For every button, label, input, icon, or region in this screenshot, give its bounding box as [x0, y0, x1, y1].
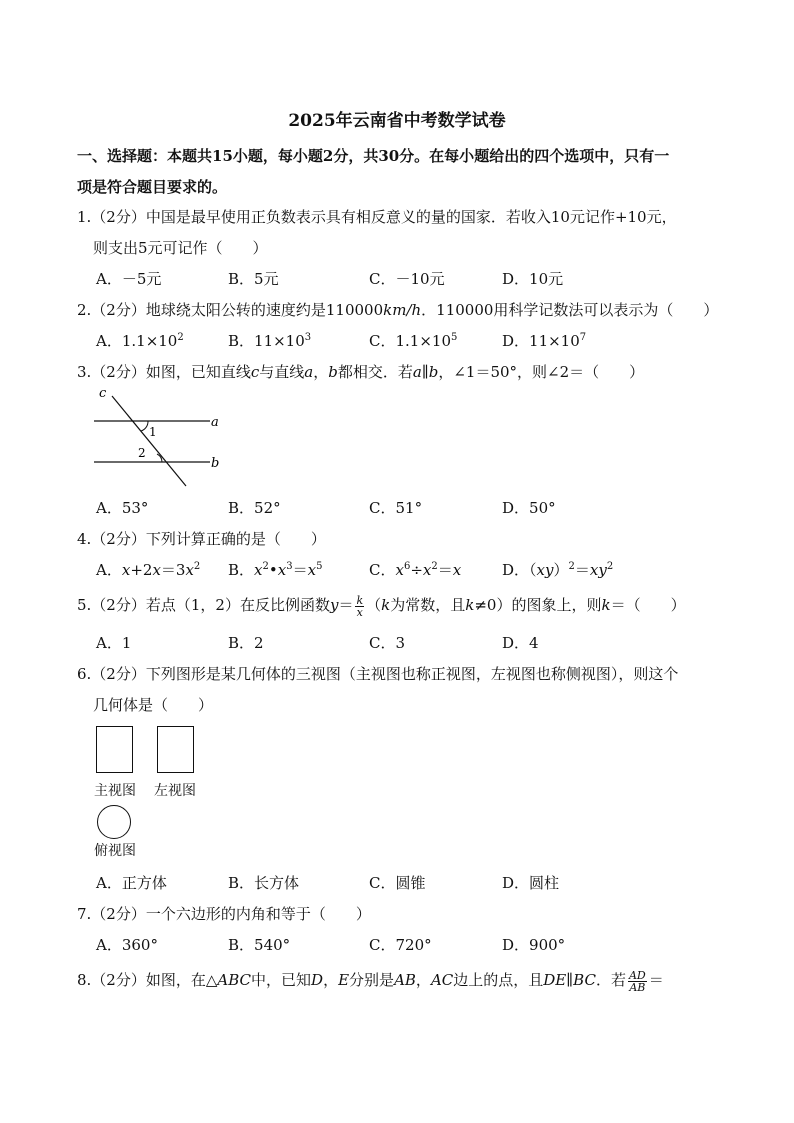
q3-figure [90, 384, 230, 490]
top-view-label: 俯视图 [94, 843, 136, 859]
front-view-rect [96, 726, 133, 773]
q3-option-c[interactable]: C．51° [369, 499, 423, 517]
label-b: b [211, 456, 220, 471]
q1-stem-cont: 则支出5元可记作（ ） [93, 239, 268, 257]
q7-option-a[interactable]: A．360° [96, 936, 158, 954]
q5-option-d[interactable]: D．4 [502, 634, 539, 652]
q1-option-b[interactable]: B．5元 [228, 270, 279, 288]
label-angle1: 1 [149, 425, 157, 439]
q5-option-a[interactable]: A．1 [96, 634, 132, 652]
q4-option-b[interactable]: B．$x^2•x^3=x^5$ [228, 561, 323, 579]
q1-option-a[interactable]: A．－5元 [96, 270, 162, 288]
label-angle2: 2 [138, 446, 146, 460]
q6-stem-cont: 几何体是（ ） [93, 696, 214, 714]
top-view-circle [97, 805, 131, 839]
q4-option-c[interactable]: C．$x^6\div x^2=x$ [369, 561, 462, 579]
left-view-rect [157, 726, 194, 773]
q4-option-d[interactable]: D．$(xy)^2=xy^2$ [502, 561, 614, 579]
q5-stem: 5.（2分）若点（1，2）在反比例函数y＝ $\frac{k}{x}$ （k为常数，且k≠0）的图象上，则k＝（ ） [77, 593, 686, 619]
q7-stem: 7.（2分）一个六边形的内角和等于（ ） [77, 905, 371, 923]
q3-stem: 3.（2分）如图，已知直线c与直线a，b都相交．若a∥b，∠1＝50°，则∠2＝（ ） [77, 363, 645, 381]
left-view-label: 左视图 [154, 783, 196, 799]
label-c: c [99, 386, 107, 401]
section-heading-line1: 一、选择题：本题共15小题，每小题2分，共30分。在每小题给出的四个选项中，只有一 [77, 147, 670, 165]
q2-option-d[interactable]: D．$11\times 10^7$ [502, 332, 587, 350]
q6-option-b[interactable]: B．长方体 [228, 874, 300, 892]
q7-option-c[interactable]: C．720° [369, 936, 432, 954]
section-heading-line2: 项是符合题目要求的。 [77, 178, 228, 196]
q4-option-a[interactable]: A．$x+2x=3x^2$ [96, 561, 201, 579]
page-title: 2025年云南省中考数学试卷 [288, 111, 506, 131]
q2-stem: 2.（2分）地球绕太阳公转的速度约是110000km/h．110000用科学记数法可以表示为（ ） [77, 301, 719, 319]
q6-stem: 6.（2分）下列图形是某几何体的三视图（主视图也称正视图，左视图也称侧视图），则这个 [77, 665, 679, 683]
q2-option-a[interactable]: A．$1.1\times 10^2$ [96, 332, 184, 350]
q6-option-a[interactable]: A．正方体 [96, 874, 167, 892]
q8-fraction: $\frac{AD}{AB}$ [628, 968, 646, 994]
q4-stem: 4.（2分）下列计算正确的是（ ） [77, 530, 326, 548]
q1-stem: 1.（2分）中国是最早使用正负数表示具有相反意义的量的国家．若收入10元记作+10元， [77, 208, 677, 226]
q5-option-b[interactable]: B．2 [228, 634, 264, 652]
q7-option-b[interactable]: B．540° [228, 936, 291, 954]
front-view-label: 主视图 [94, 783, 136, 799]
q2-option-b[interactable]: B．$11\times 10^3$ [228, 332, 312, 350]
q3-option-d[interactable]: D．50° [502, 499, 556, 517]
q1-option-c[interactable]: C．－10元 [369, 270, 445, 288]
label-a: a [211, 415, 219, 430]
q2-option-c[interactable]: C．$1.1\times 10^5$ [369, 332, 458, 350]
q7-option-d[interactable]: D．900° [502, 936, 566, 954]
q3-option-a[interactable]: A．53° [96, 499, 149, 517]
q5-fraction: $\frac{k}{x}$ [356, 593, 364, 619]
q6-option-c[interactable]: C．圆锥 [369, 874, 426, 892]
q8-stem: 8.（2分）如图，在△ABC中，已知D，E分别是AB，AC边上的点，且DE∥BC．若 $\frac{AD}{AB}$ ＝ [77, 968, 664, 994]
line-c [112, 396, 186, 486]
q6-option-d[interactable]: D．圆柱 [502, 874, 560, 892]
angle1-arc [141, 421, 148, 431]
q5-option-c[interactable]: C．3 [369, 634, 406, 652]
q3-option-b[interactable]: B．52° [228, 499, 281, 517]
q1-option-d[interactable]: D．10元 [502, 270, 564, 288]
